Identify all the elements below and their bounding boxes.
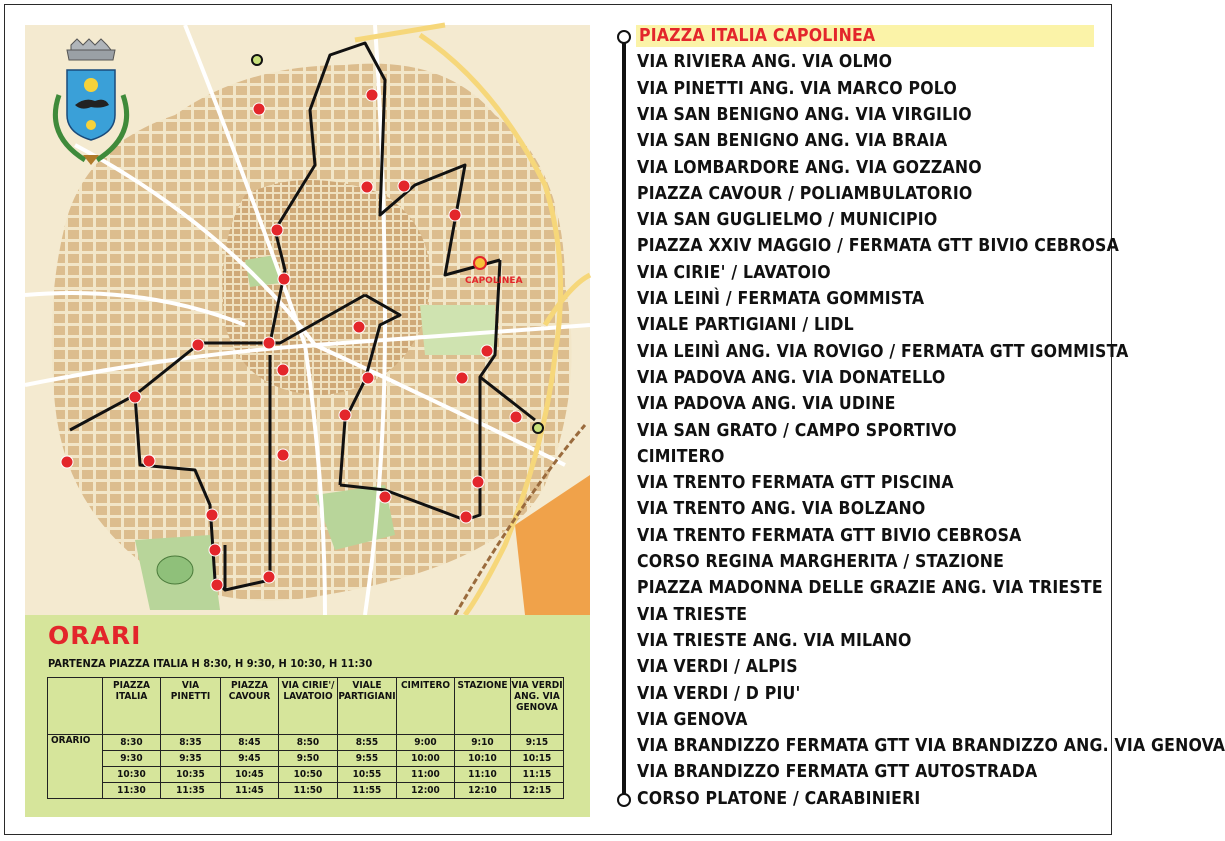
stop-item[interactable]: VIA TRENTO ANG. VIA BOLZANO [637,499,926,520]
departure-times: PARTENZA PIAZZA ITALIA H 8:30, H 9:30, H 10:30, H 11:30 [48,657,373,670]
stop-item[interactable]: VIA VERDI / ALPIS [637,657,798,678]
stop-item[interactable]: VIA CIRIE' / LAVATOIO [637,262,831,283]
timetable-cell: 8:55 [338,735,397,751]
stop-item[interactable]: VIA TRENTO FERMATA GTT PISCINA [637,473,954,494]
stop-item[interactable]: VIA LOMBARDORE ANG. VIA GOZZANO [637,157,982,178]
stop-marker[interactable] [211,579,223,591]
stop-item[interactable]: VIA LEINÌ / FERMATA GOMMISTA [637,289,925,309]
stop-marker[interactable] [510,411,522,423]
stop-item[interactable]: VIA TRIESTE [637,604,748,625]
stop-marker[interactable] [192,339,204,351]
timetable-cell: 11:15 [511,767,564,783]
timetable-cell: 11:00 [397,767,455,783]
timetable-cell: 11:10 [455,767,511,783]
timetable-column-header: VIA VERDI ANG. VIA GENOVA [511,678,564,735]
stop-marker[interactable] [379,491,391,503]
timetable-column-header: PIAZZA ITALIA [103,678,161,735]
stop-item[interactable]: CORSO REGINA MARGHERITA / STAZIONE [637,552,1005,572]
timetable-cell: 8:30 [103,735,161,751]
stop-marker[interactable] [263,571,275,583]
stop-item[interactable]: VIA SAN GUGLIELMO / MUNICIPIO [637,210,938,231]
stop-item[interactable]: VIA SAN BENIGNO ANG. VIA VIRGILIO [637,104,972,125]
timetable-cell: 10:15 [511,751,564,767]
timetable-cell: 12:15 [511,783,564,799]
stop-item[interactable]: PIAZZA CAVOUR / POLIAMBULATORIO [637,183,973,204]
stop-marker[interactable] [206,509,218,521]
stop-item[interactable]: PIAZZA XXIV MAGGIO / FERMATA GTT BIVIO CEBROSA [637,236,1119,257]
timetable-cell: 11:30 [103,783,161,799]
stadium [157,556,193,584]
timetable-cell: 8:50 [279,735,338,751]
capolinea-marker[interactable] [474,257,486,269]
timetable-cell: 10:35 [161,767,221,783]
timetable-cell: 9:55 [338,751,397,767]
stop-marker[interactable] [253,103,265,115]
stop-marker[interactable] [271,224,283,236]
stop-item[interactable]: VIA RIVIERA ANG. VIA OLMO [637,52,893,73]
timetable-cell: 10:30 [103,767,161,783]
timetable-cell: 10:00 [397,751,455,767]
stop-item[interactable]: VIA BRANDIZZO FERMATA GTT VIA BRANDIZZO ANG. VIA GENOVA [637,736,1225,757]
stop-marker[interactable] [456,372,468,384]
stop-marker[interactable] [129,391,141,403]
timetable-cell: 11:55 [338,783,397,799]
stop-item[interactable]: VIA GENOVA [637,709,748,730]
stop-item[interactable]: VIALE PARTIGIANI / LIDL [637,315,854,336]
route-line [622,36,626,802]
timetable-row-label: ORARIO [48,735,103,799]
timetable-cell: 10:55 [338,767,397,783]
stop-item[interactable]: VIA BRANDIZZO FERMATA GTT AUTOSTRADA [637,762,1038,783]
stop-marker[interactable] [472,476,484,488]
timetable-cell: 11:35 [161,783,221,799]
stop-item[interactable]: VIA LEINÌ ANG. VIA ROVIGO / FERMATA GTT GOMMISTA [637,341,1129,362]
timetable-cell: 9:00 [397,735,455,751]
stop-item[interactable]: CIMITERO [637,446,725,467]
timetable-cell: 11:45 [221,783,279,799]
timetable-cell: 10:50 [279,767,338,783]
timetable-cell: 9:35 [161,751,221,767]
stop-item[interactable]: VIA SAN BENIGNO ANG. VIA BRAIA [637,131,948,152]
line-end-dot [617,793,631,807]
timetable-row [48,783,564,799]
timetable-cell: 8:35 [161,735,221,751]
timetable-row [48,767,564,783]
stop-item[interactable]: VIA PADOVA ANG. VIA DONATELLO [637,367,946,388]
stop-marker[interactable] [61,456,73,468]
timetable-title: ORARI [48,621,142,650]
stop-marker[interactable] [339,409,351,421]
stop-item-terminus[interactable]: PIAZZA ITALIA CAPOLINEA [636,25,1094,47]
stop-marker[interactable] [277,449,289,461]
stop-marker[interactable] [460,511,472,523]
timetable-cell: 9:30 [103,751,161,767]
timetable-cell: 8:45 [221,735,279,751]
stop-item[interactable]: VIA TRIESTE ANG. VIA MILANO [637,630,912,651]
stop-marker[interactable] [362,372,374,384]
stop-item[interactable]: PIAZZA MADONNA DELLE GRAZIE ANG. VIA TRIESTE [637,578,1103,599]
stop-item[interactable]: VIA SAN GRATO / CAMPO SPORTIVO [637,420,957,441]
timetable-column-header: PIAZZA CAVOUR [221,678,279,735]
stop-item[interactable]: CORSO PLATONE / CARABINIERI [637,788,921,809]
timetable-cell: 9:45 [221,751,279,767]
timetable [47,677,564,799]
capolinea-label: CAPOLINEA [465,276,523,286]
stop-marker[interactable] [398,180,410,192]
map-svg [25,25,590,615]
timetable-header-row [48,678,564,735]
timetable-cell: 9:15 [511,735,564,751]
timetable-corner-cell [48,678,103,735]
stop-item[interactable]: VIA TRENTO FERMATA GTT BIVIO CEBROSA [637,525,1022,546]
stop-marker[interactable] [143,455,155,467]
timetable-panel [25,615,590,817]
stop-marker[interactable] [366,89,378,101]
timetable-row [48,751,564,767]
route-end-marker [533,423,543,433]
timetable-cell: 11:50 [279,783,338,799]
route-map[interactable] [25,25,590,615]
stop-marker[interactable] [481,345,493,357]
stop-item[interactable]: VIA PINETTI ANG. VIA MARCO POLO [637,78,957,99]
timetable-column-header: CIMITERO [397,678,455,735]
stop-marker[interactable] [449,209,461,221]
timetable-cell: 9:10 [455,735,511,751]
stop-marker[interactable] [361,181,373,193]
stop-item[interactable]: VIA PADOVA ANG. VIA UDINE [637,394,896,415]
stop-marker[interactable] [263,337,275,349]
stop-item[interactable]: VIA VERDI / D PIU' [637,683,801,704]
line-start-dot [617,30,631,44]
stop-marker[interactable] [353,321,365,333]
stop-marker[interactable] [278,273,290,285]
route-start-marker [252,55,262,65]
timetable-cell: 12:10 [455,783,511,799]
stop-marker[interactable] [209,544,221,556]
timetable-cell: 10:45 [221,767,279,783]
timetable-cell: 10:10 [455,751,511,767]
stop-marker[interactable] [277,364,289,376]
timetable-column-header: VIALE PARTIGIANI [338,678,397,735]
timetable-row [48,735,564,751]
timetable-cell: 9:50 [279,751,338,767]
timetable-column-header: STAZIONE [455,678,511,735]
timetable-cell: 12:00 [397,783,455,799]
timetable-column-header: VIA CIRIE'/ LAVATOIO [279,678,338,735]
timetable-column-header: VIA PINETTI [161,678,221,735]
